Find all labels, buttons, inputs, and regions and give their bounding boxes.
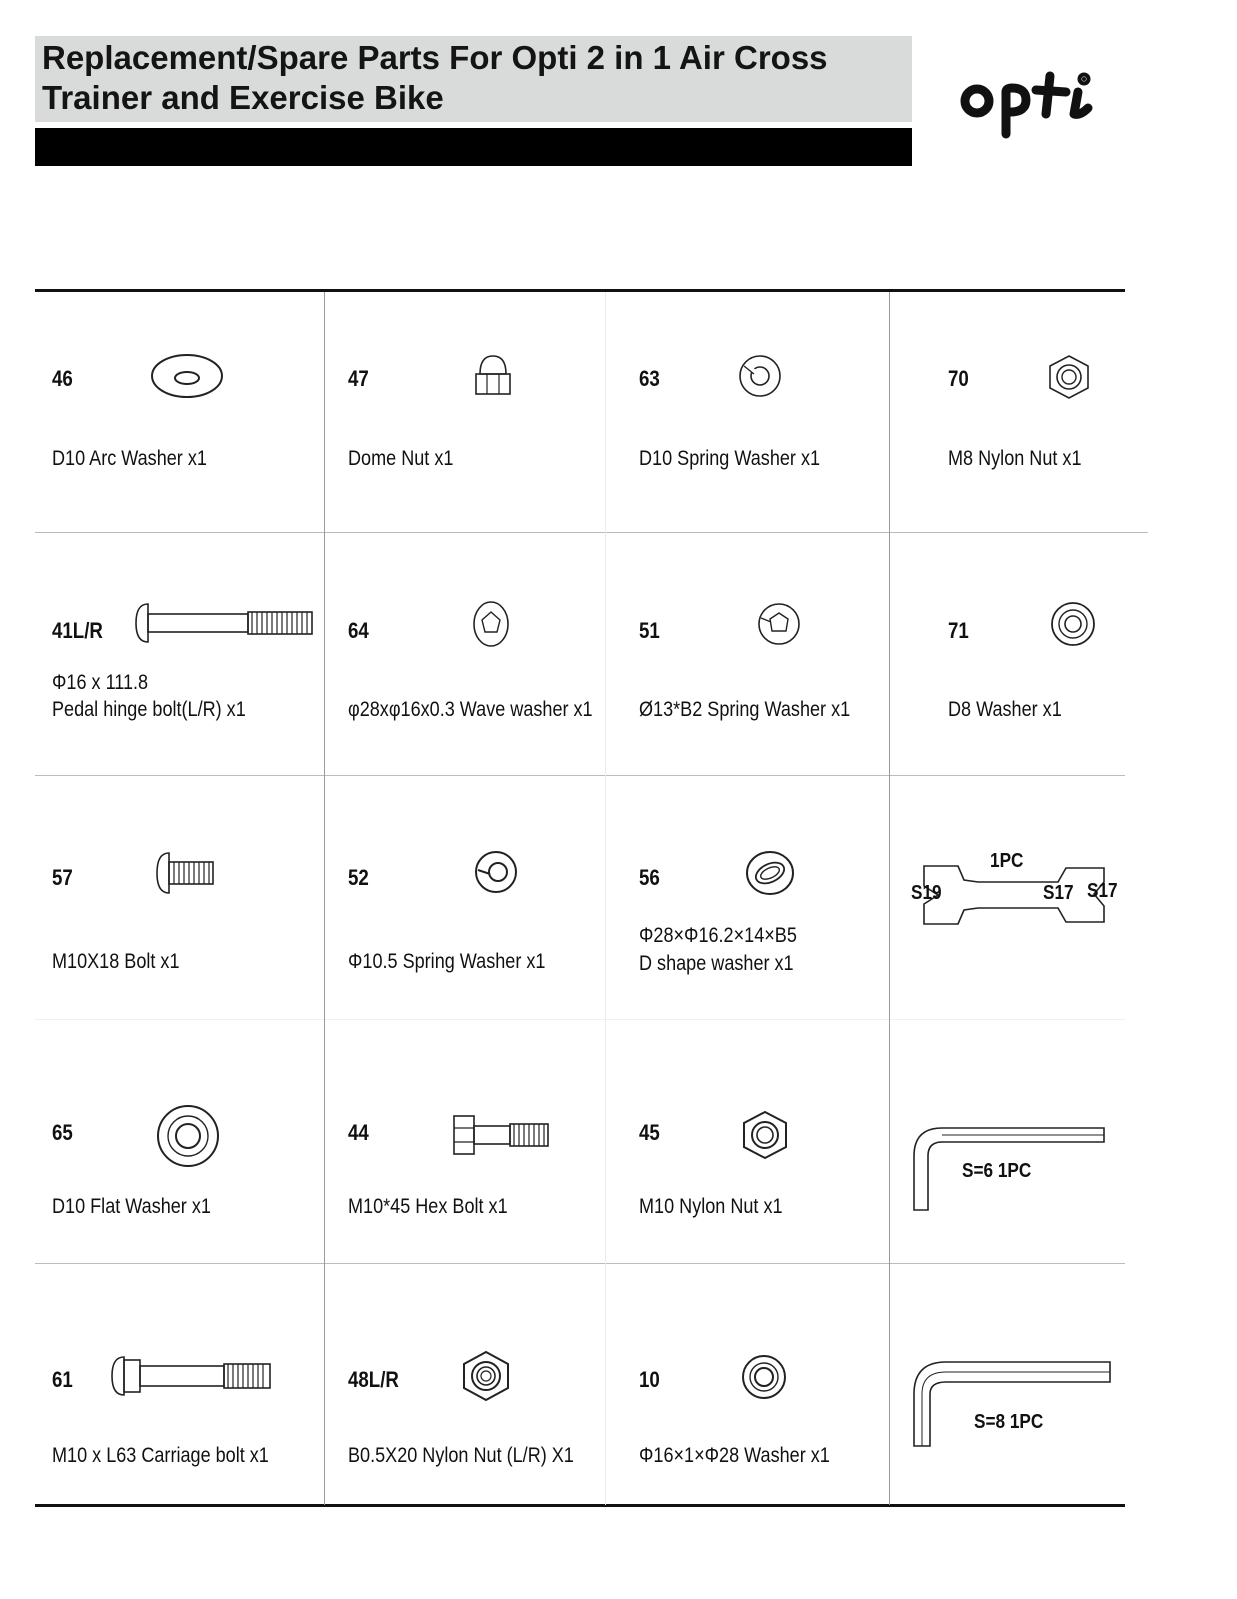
short-bolt-icon — [155, 850, 217, 896]
d-washer-icon — [744, 848, 796, 898]
part-description: M10*45 Hex Bolt x1 — [348, 1195, 508, 1218]
spring-washer-icon — [755, 600, 803, 648]
flat-washer-icon — [740, 1352, 788, 1402]
part-number: 48L/R — [348, 1367, 399, 1392]
part-description-size: Φ16 x 111.8 — [52, 671, 149, 694]
spanner-size-left: S19 — [911, 882, 942, 904]
allen-key-icon — [912, 1360, 1112, 1448]
part-number: 70 — [948, 366, 969, 391]
grid-top-border — [35, 289, 1125, 292]
part-number: 65 — [52, 1120, 73, 1145]
part-description-size: Φ28×Φ16.2×14×B5 — [639, 924, 797, 947]
spanner-quantity: 1PC — [990, 850, 1024, 872]
column-divider — [889, 292, 890, 1505]
title-line-1: Replacement/Spare Parts For Opti 2 in 1 Air Cross — [42, 39, 828, 76]
spanner-size-right-end: S17 — [1087, 880, 1118, 902]
part-description: M8 Nylon Nut x1 — [948, 447, 1082, 470]
flat-washer-icon — [1049, 600, 1097, 648]
part-description: D10 Arc Washer x1 — [52, 447, 207, 470]
row-divider — [35, 775, 1125, 776]
dome-nut-icon — [470, 352, 516, 400]
part-number: 57 — [52, 865, 73, 890]
hex-bolt-icon — [452, 1114, 552, 1156]
column-divider — [605, 292, 606, 1505]
part-description: Φ16×1×Φ28 Washer x1 — [639, 1444, 830, 1467]
grid-bottom-border — [35, 1504, 1125, 1507]
part-number: 61 — [52, 1367, 73, 1392]
part-number: 63 — [639, 366, 660, 391]
row-divider — [35, 1263, 1125, 1264]
part-description: Dome Nut x1 — [348, 447, 454, 470]
wave-washer-icon — [469, 600, 513, 648]
flat-washer-icon — [156, 1102, 220, 1170]
long-bolt-icon — [134, 600, 316, 646]
part-description: D shape washer x1 — [639, 952, 794, 975]
part-number: 45 — [639, 1120, 660, 1145]
spanner-size-right: S17 — [1043, 882, 1074, 904]
nylon-nut-icon — [460, 1350, 512, 1402]
part-description: Ø13*B2 Spring Washer x1 — [639, 698, 851, 721]
part-description: D10 Spring Washer x1 — [639, 447, 821, 470]
part-number: 64 — [348, 618, 369, 643]
part-number: 44 — [348, 1120, 369, 1145]
part-number: 47 — [348, 366, 369, 391]
row-divider — [35, 1019, 1125, 1020]
spring-washer-icon — [736, 352, 784, 400]
part-description: Φ10.5 Spring Washer x1 — [348, 950, 546, 973]
carriage-bolt-icon — [110, 1354, 274, 1398]
allen-key-label: S=8 1PC — [974, 1411, 1044, 1433]
part-number: 10 — [639, 1367, 660, 1392]
spring-washer-icon — [472, 848, 520, 896]
part-number: 56 — [639, 865, 660, 890]
nylon-nut-icon — [1046, 354, 1092, 400]
row-divider — [35, 532, 1148, 533]
part-description: M10 Nylon Nut x1 — [639, 1195, 783, 1218]
part-description: D8 Washer x1 — [948, 698, 1062, 721]
part-description: D10 Flat Washer x1 — [52, 1195, 211, 1218]
part-description: φ28xφ16x0.3 Wave washer x1 — [348, 698, 593, 721]
part-description: M10 x L63 Carriage bolt x1 — [52, 1444, 269, 1467]
part-number: 52 — [348, 865, 369, 890]
title-line-2: Trainer and Exercise Bike — [42, 79, 444, 116]
part-number: 41L/R — [52, 618, 103, 643]
arc-washer-icon — [150, 352, 226, 400]
part-description: M10X18 Bolt x1 — [52, 950, 180, 973]
part-description: Pedal hinge bolt(L/R) x1 — [52, 698, 246, 721]
part-number: 51 — [639, 618, 660, 643]
hex-nut-icon — [740, 1110, 790, 1160]
part-number: 71 — [948, 618, 969, 643]
part-number: 46 — [52, 366, 73, 391]
column-divider — [324, 292, 325, 1505]
part-description: B0.5X20 Nylon Nut (L/R) X1 — [348, 1444, 574, 1467]
allen-key-label: S=6 1PC — [962, 1160, 1032, 1182]
